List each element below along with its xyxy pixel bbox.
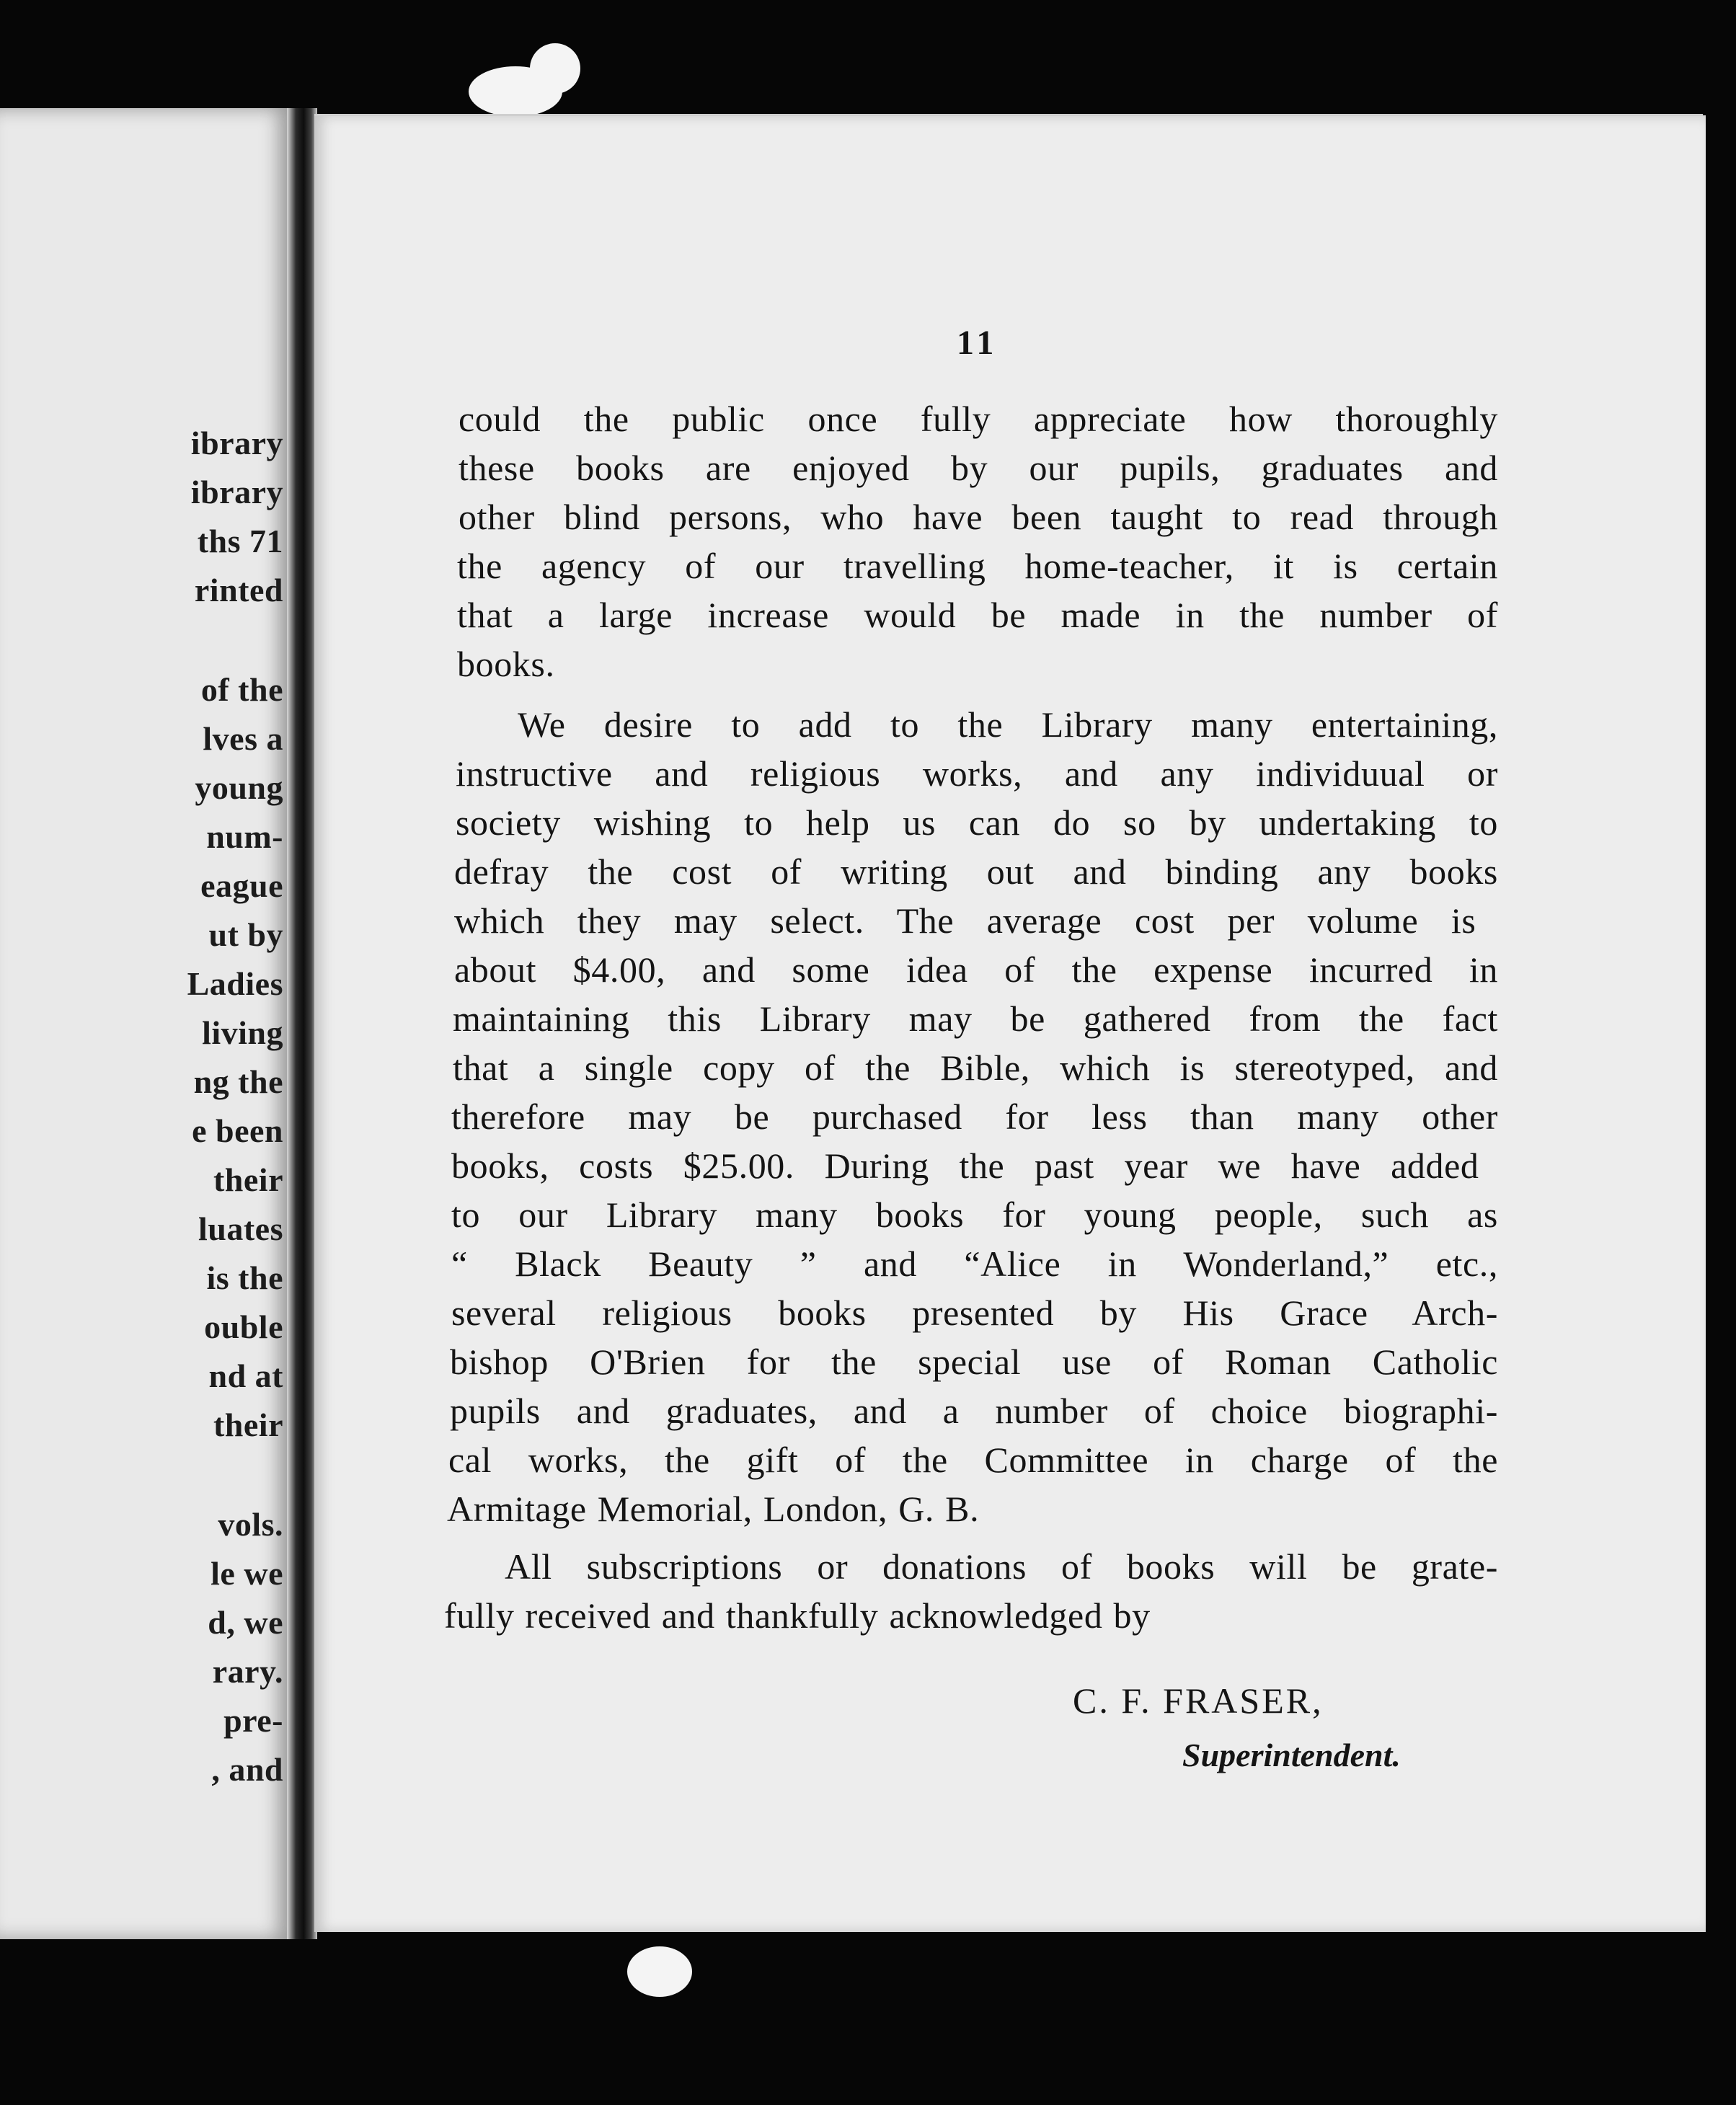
paragraph-2-line: society wishing to help us can do so by undertaking to — [456, 802, 1498, 843]
signature-title: Superintendent. — [1182, 1737, 1401, 1773]
page-number: 11 — [957, 324, 998, 362]
left-page-line: ths 71 — [197, 523, 283, 559]
left-page-line: lves a — [203, 720, 283, 757]
paragraph-1-line: other blind persons, who have been taught to read through — [459, 497, 1498, 537]
left-page-line: num- — [206, 818, 283, 855]
left-page-line: vols. — [218, 1506, 283, 1543]
paragraph-3-line: fully received and thankfully acknowledged by — [444, 1595, 1151, 1636]
left-page-line: of the — [200, 671, 283, 708]
paragraph-2-line: cal works, the gift of the Committee in charge of the — [448, 1440, 1498, 1480]
left-page-line: nd at — [208, 1357, 283, 1394]
left-page-line: ibrary — [190, 425, 283, 461]
paragraph-3-line: All subscriptions or donations of books will be grate- — [505, 1546, 1498, 1587]
left-page-line: d, we — [208, 1604, 283, 1641]
left-page-line: young — [195, 769, 283, 806]
left-page-line: eague — [200, 867, 283, 904]
paragraph-2-line: pupils and graduates, and a number of choice biographi- — [450, 1391, 1498, 1431]
paragraph-1-line: these books are enjoyed by our pupils, graduates and — [459, 448, 1498, 488]
signature-name: C. F. FRASER, — [1073, 1680, 1324, 1721]
paragraph-2-line: bishop O'Brien for the special use of Roman Catholic — [450, 1342, 1498, 1382]
paragraph-1-line: books. — [457, 644, 555, 684]
left-page-line: pre- — [223, 1702, 283, 1739]
left-page-line: is the — [206, 1259, 283, 1296]
paragraph-2-line: defray the cost of writing out and binding any books — [454, 851, 1498, 892]
paragraph-2-line: several religious books presented by His Grace Arch- — [451, 1293, 1498, 1333]
paragraph-2-line: to our Library many books for young people, such as — [451, 1195, 1498, 1235]
left-page-line: ouble — [204, 1308, 283, 1345]
left-page-line: ibrary — [190, 474, 283, 510]
paragraph-1-line: that a large increase would be made in the number of — [457, 595, 1498, 635]
paragraph-1-line: could the public once fully appreciate how thoroughly — [459, 399, 1498, 439]
paragraph-1-line: the agency of our travelling home-teacher, it is certain — [457, 546, 1498, 586]
left-page-line: rinted — [194, 572, 283, 608]
left-page-line: ng the — [193, 1063, 283, 1100]
paragraph-2-line: We desire to add to the Library many entertaining, — [518, 704, 1498, 745]
paragraph-2-line: therefore may be purchased for less than many other — [451, 1096, 1498, 1137]
left-page-line: their — [213, 1161, 283, 1198]
left-page-line: living — [202, 1014, 283, 1051]
paragraph-2-line: that a single copy of the Bible, which is stereotyped, and — [453, 1047, 1498, 1088]
paragraph-2-line: “ Black Beauty ” and “Alice in Wonderland,” etc., — [451, 1244, 1498, 1284]
left-page-line: Ladies — [187, 965, 283, 1002]
left-page-line: e been — [192, 1112, 283, 1149]
paragraph-2-line: Armitage Memorial, London, G. B. — [447, 1489, 980, 1529]
left-page-line: luates — [198, 1210, 283, 1247]
left-page-line: ut by — [208, 916, 283, 953]
left-page-line: rary. — [212, 1653, 283, 1690]
paragraph-2-line: about $4.00, and some idea of the expense incurred in — [454, 949, 1498, 990]
paragraph-2-line: which they may select. The average cost per volume is — [454, 900, 1476, 941]
paragraph-2-line: instructive and religious works, and any individuual or — [456, 753, 1498, 794]
left-page-line: le we — [211, 1555, 283, 1592]
paragraph-2-line: books, costs $25.00. During the past year we have added — [451, 1145, 1479, 1186]
left-page-line: , and — [211, 1751, 283, 1788]
paragraph-2-line: maintaining this Library may be gathered from the fact — [453, 998, 1498, 1039]
left-page-line: their — [213, 1406, 283, 1443]
